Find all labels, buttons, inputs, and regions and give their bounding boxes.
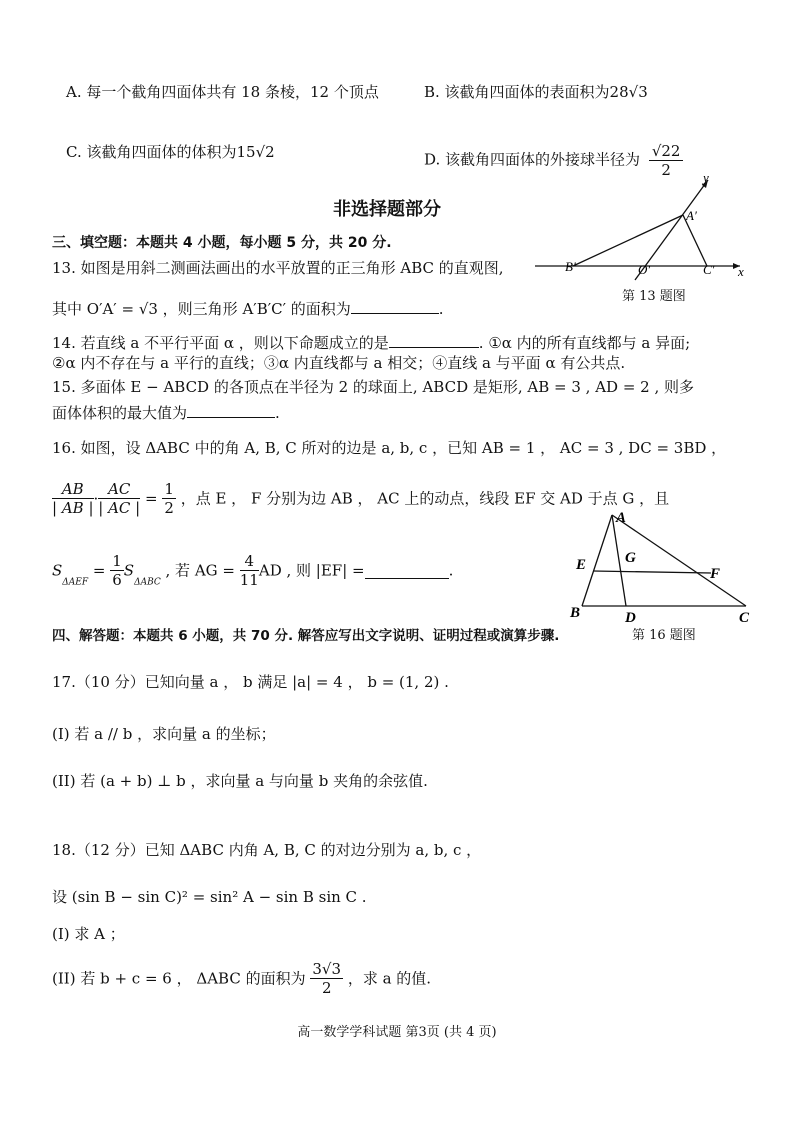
- fig13-label-y: y: [703, 170, 709, 185]
- q14-line2: ②α 内不存在与 a 平行的直线；③α 内直线都与 a 相交；④直线 a 与平面 α 有公共点.: [52, 354, 626, 372]
- q13-answer-blank: [351, 297, 439, 314]
- q16-frac-ab-num: AB: [52, 480, 94, 499]
- q13-line2-text: 其中 O′A′ = √3 ，则三角形 A′B′C′ 的面积为: [52, 300, 351, 318]
- option-d-denominator: 2: [661, 161, 671, 179]
- fig13-label-a: A′: [686, 208, 697, 223]
- fig13-label-x: x: [738, 264, 744, 279]
- q16-frac-4-11-den: 11: [239, 571, 259, 589]
- fig13-side-ba: [573, 215, 683, 266]
- q15-line2-end: .: [275, 404, 280, 422]
- q16-end: .: [448, 561, 454, 580]
- q15-line2-text: 面体体积的最大值为: [52, 404, 188, 422]
- q18-fraction-den: 2: [321, 979, 332, 997]
- q18-part1: (I) 求 A ；: [52, 925, 125, 943]
- fig16-caption: 第 16 题图: [632, 628, 696, 643]
- q16-frac-ab-den: | AB |: [52, 499, 94, 517]
- q16-frac-ac-den: | AC |: [98, 499, 141, 517]
- q16-answer-blank: [365, 562, 449, 579]
- q16-frac-4-11: [240, 552, 259, 589]
- part4-heading: 四、解答题：本题共 6 小题，共 70 分. 解答应写出文字说明、证明过程或演算步骤.: [52, 628, 560, 644]
- fig16-side-ab: [582, 515, 612, 606]
- section-title: 非选择题部分: [333, 199, 441, 220]
- q16-s-aef-sub: ΔAEF: [62, 577, 89, 588]
- q13-line1: 13. 如图是用斜二测画法画出的水平放置的正三角形 ABC 的直观图,: [52, 259, 504, 277]
- q13-line2: [52, 297, 444, 319]
- q16-eq: =: [145, 489, 163, 508]
- q16-line2: $\frac{AB}{| AB |}$ · $\frac{AC}{| AC |}$ = $\frac{1}{2}$ ，点 E ， F 分别为边 AB ， AC 上的动点，线段 EF 交 AD 于点 G ，且: [52, 480, 670, 517]
- q18-line1: 18.（12 分）已知 ΔABC 内角 A, B, C 的对边分别为 a, b, c ，: [52, 841, 482, 859]
- fig13-caption: 第 13 题图: [622, 289, 686, 304]
- fig13-label-b: B′: [565, 259, 576, 274]
- q16-line1: 16. 如图，设 ΔABC 中的角 A, B, C 所对的边是 a, b, c ，已知 AB = 1 ， AC = 3 , DC = 3BD ，: [52, 439, 727, 457]
- fig16-label-g: G: [625, 550, 636, 566]
- q16-ad-text: AD , 则 |EF| =: [258, 561, 365, 580]
- q18-part2-text: (II) 若 b + c = 6 ， ΔABC 的面积为: [52, 969, 306, 988]
- option-c: C. 该截角四面体的体积为15√2: [66, 143, 275, 161]
- q15-line2: [52, 401, 280, 423]
- fig16-label-e: E: [576, 557, 587, 573]
- part3-heading: 三、填空题：本题共 4 小题，每小题 5 分，共 20 分.: [52, 235, 392, 251]
- q18-fraction-num: 3√3: [312, 960, 342, 978]
- q14-line1-end: . ①α 内的所有直线都与 a 异面;: [478, 334, 691, 352]
- q16-s-abc-sub: ΔABC: [134, 577, 161, 588]
- q16-line2-rest: ，点 E ， F 分别为边 AB ， AC 上的动点，线段 EF 交 AD 于点 G ，且: [180, 489, 670, 508]
- q16-frac-half-num: 1: [164, 480, 174, 498]
- fig16-label-d: D: [625, 610, 636, 626]
- q16-frac-ac-num: AC: [98, 480, 140, 499]
- fig16-segment-ad: [612, 515, 626, 606]
- fig13-label-c: C′: [703, 262, 715, 277]
- q16-s-abc: S: [123, 561, 135, 580]
- q16-frac-sixth: [110, 552, 124, 589]
- q16-s-eq: =: [92, 561, 106, 580]
- q13-line2-end: .: [438, 300, 444, 318]
- figure-13: [530, 170, 760, 295]
- q14-line1-text: 14. 若直线 a 不平行平面 α ，则以下命题成立的是: [52, 334, 389, 352]
- option-d-numerator: √22: [649, 142, 684, 161]
- q16-frac-sixth-den: 6: [112, 571, 122, 589]
- option-d-text: D. 该截角四面体的外接球半径为: [424, 150, 641, 169]
- q14-line1: [52, 331, 690, 353]
- figure-16: [568, 506, 758, 626]
- q16-frac-sixth-num: 1: [112, 552, 122, 570]
- fig16-label-b: B: [570, 605, 581, 621]
- option-b: B. 该截角四面体的表面积为28√3: [424, 83, 648, 101]
- q16-frac-ac: [98, 480, 140, 517]
- q16-frac-half-den: 2: [164, 499, 174, 517]
- q16-frac-4-11-num: 4: [240, 552, 259, 571]
- fig13-label-o: O′: [638, 262, 651, 277]
- q17-part1: (I) 若 a // b ，求向量 a 的坐标；: [52, 725, 276, 743]
- q16-frac-half: [162, 480, 176, 517]
- q18-part2: [52, 960, 431, 997]
- fig16-label-c: C: [739, 610, 750, 626]
- page-footer: 高一数学学科试题 第3页 (共 4 页): [297, 1025, 497, 1040]
- fig16-segment-ef: [593, 571, 711, 573]
- fig16-label-f: F: [710, 566, 721, 582]
- q18-line2: 设 (sin B − sin C)² = sin² A − sin B sin C .: [52, 888, 367, 906]
- q16-ag-text: , 若 AG =: [160, 561, 235, 580]
- q18-fraction: [310, 960, 343, 997]
- q14-answer-blank: [389, 331, 479, 348]
- q16-s-aef: S: [52, 561, 63, 580]
- q15-answer-blank: [187, 401, 275, 418]
- q15-line1: 15. 多面体 E − ABCD 的各顶点在半径为 2 的球面上, ABCD 是矩形, AB = 3 , AD = 2 , 则多: [52, 378, 695, 396]
- fig16-label-a: A: [616, 510, 627, 526]
- q18-part2-end: ，求 a 的值.: [347, 969, 432, 988]
- option-a: A. 每一个截角四面体共有 18 条棱，12 个顶点: [66, 83, 379, 101]
- q17-part2: (II) 若 (a + b) ⊥ b ，求向量 a 与向量 b 夹角的余弦值.: [52, 772, 428, 790]
- q16-frac-ab: [52, 480, 94, 517]
- q17-line1: 17.（10 分）已知向量 a ， b 满足 |a| = 4 ， b = (1, 2) .: [52, 673, 449, 691]
- q16-line3: [52, 552, 453, 592]
